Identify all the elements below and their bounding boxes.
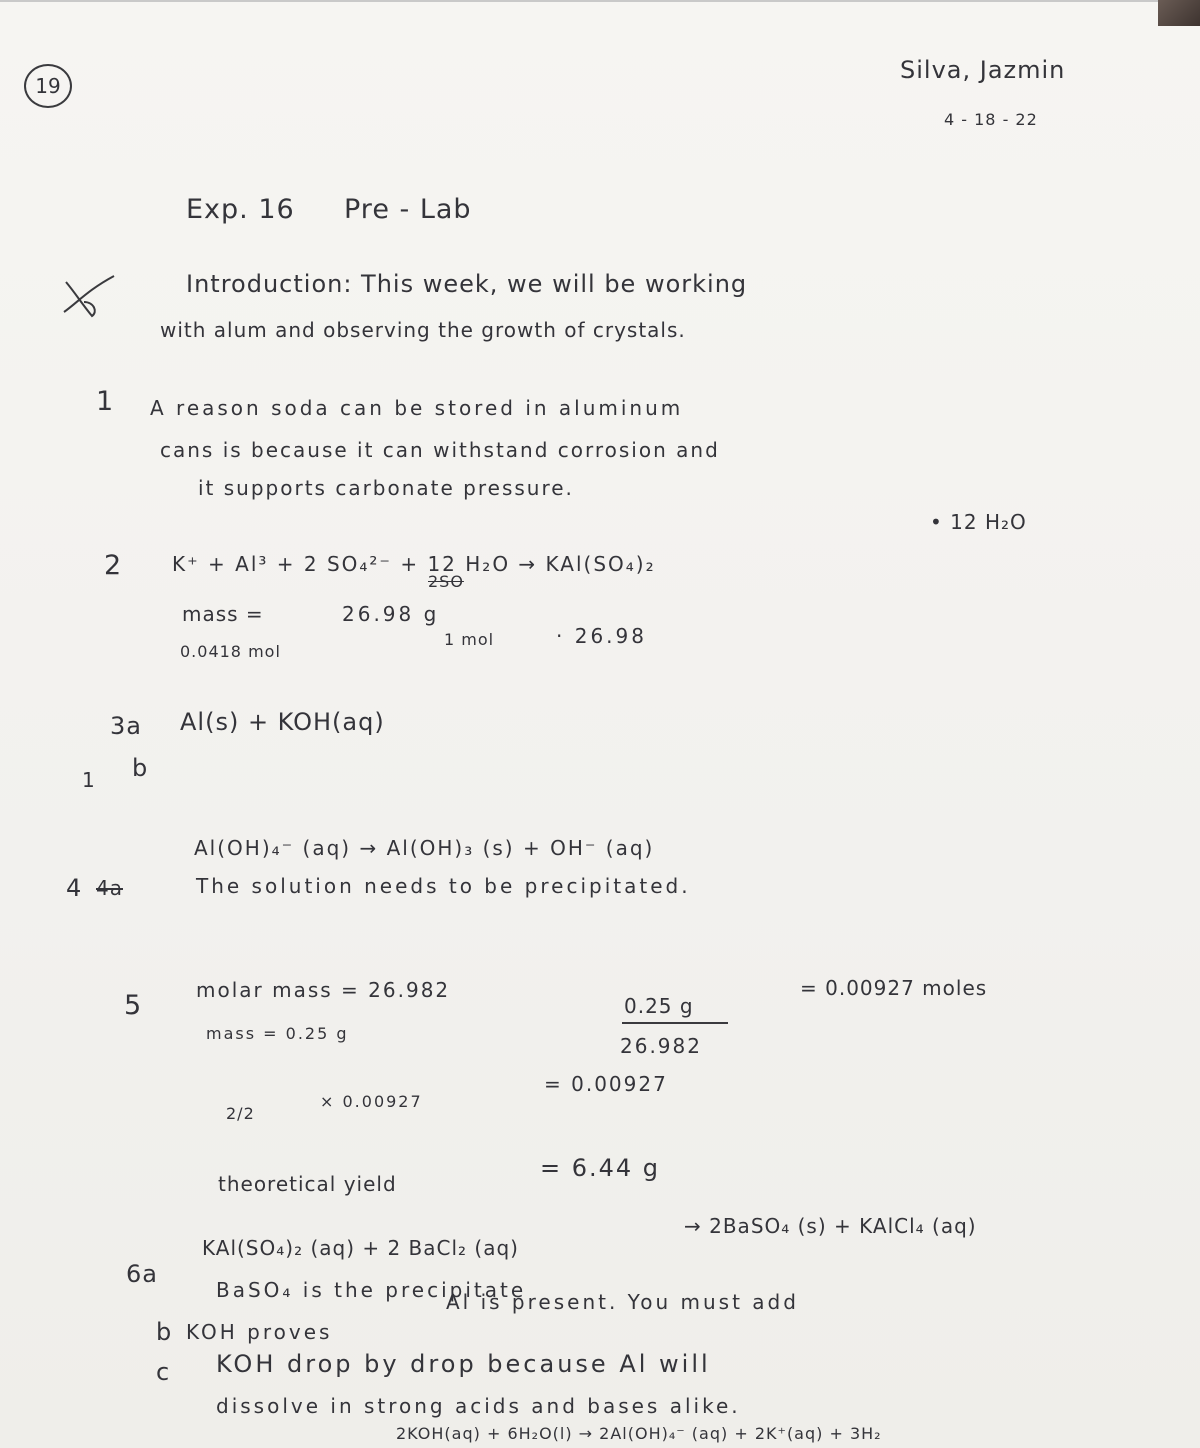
q2-strikethrough: 2SO [428, 572, 464, 591]
q6-part-b-text: KOH proves [186, 1320, 333, 1344]
q5-fraction-numerator: 0.25 g [624, 994, 694, 1018]
q5-mass: mass = 0.25 g [206, 1024, 349, 1043]
date: 4 - 18 - 22 [944, 110, 1038, 129]
q2-equation-hydrate: • 12 H₂O [930, 510, 1027, 534]
q6-line-a: BaSO₄ is the precipitate [216, 1278, 527, 1302]
q6-line-b: Al is present. You must add [446, 1290, 799, 1314]
q6-part-c-text: KOH drop by drop because Al will [216, 1350, 711, 1378]
q6-line-c2: dissolve in strong acids and bases alike. [216, 1394, 741, 1418]
q5-result: = 0.00927 moles [800, 976, 988, 1000]
q6-number: 6a [126, 1260, 158, 1288]
q1-number: 1 [96, 386, 115, 417]
q2-mass-label: mass = [182, 602, 264, 626]
page-number-circle [24, 64, 72, 108]
q5-yield-label: theoretical yield [218, 1172, 397, 1196]
q6-equation-left: KAl(SO₄)₂ (aq) + 2 BaCl₂ (aq) [202, 1236, 519, 1260]
intro-line-2: with alum and observing the growth of crystals. [160, 318, 686, 342]
page-top-rule [0, 0, 1160, 2]
q5-fraction-bar [622, 1022, 728, 1024]
q2-number: 2 [104, 550, 123, 581]
corner-shadow [1158, 0, 1200, 26]
q3-part-b: b [132, 754, 149, 782]
q6-last-equation: 2KOH(aq) + 6H₂O(l) → 2Al(OH)₄⁻ (aq) + 2K⁺(aq) + 3H₂ [396, 1424, 882, 1443]
q5-ratio: 2/2 [226, 1104, 255, 1123]
q2-equation: K⁺ + Al³ + 2 SO₄²⁻ + 12 H₂O → KAl(SO₄)₂ [172, 552, 656, 576]
q5-times: × 0.00927 [320, 1092, 423, 1111]
student-name: Silva, Jazmin [900, 56, 1066, 84]
q5-fraction-denominator: 26.982 [620, 1034, 702, 1058]
exp-title: Exp. 16 [186, 194, 295, 225]
q1-line-3: it supports carbonate pressure. [198, 476, 574, 500]
q6-equation-right: → 2BaSO₄ (s) + KAlCl₄ (aq) [684, 1214, 977, 1238]
q5-yield-value: = 6.44 g [540, 1154, 661, 1182]
q5-molar-mass: molar mass = 26.982 [196, 978, 451, 1002]
q3-equation: Al(s) + KOH(aq) [180, 708, 385, 736]
q1-line-1: A reason soda can be stored in aluminum [150, 396, 684, 420]
prelab-title: Pre - Lab [344, 194, 472, 225]
q5-number: 5 [124, 990, 143, 1021]
q4-struck-label: 4a [96, 876, 123, 900]
q3-number: 3a [110, 712, 142, 740]
q2-mass-value: 26.98 g [342, 602, 440, 626]
q2-mol-left: 0.0418 mol [180, 642, 281, 661]
page-number: 19 [35, 74, 61, 98]
q2-mol-mid: 1 mol [444, 630, 495, 649]
q6-part-b-label: b [156, 1318, 173, 1346]
q2-mol-right: · 26.98 [556, 624, 647, 648]
q5-equals-value: = 0.00927 [544, 1072, 668, 1096]
q1-line-2: cans is because it can withstand corrosion and [160, 438, 720, 462]
check-x-mark-icon [58, 272, 118, 322]
q4-number: 4 [66, 874, 83, 902]
q6-part-c-label: c [156, 1358, 171, 1386]
q4-equation: Al(OH)₄⁻ (aq) → Al(OH)₃ (s) + OH⁻ (aq) [194, 836, 655, 860]
q3-margin-mark: 1 [82, 768, 96, 792]
intro-line-1: Introduction: This week, we will be working [186, 270, 748, 298]
q4-line-2: The solution needs to be precipitated. [196, 874, 691, 898]
